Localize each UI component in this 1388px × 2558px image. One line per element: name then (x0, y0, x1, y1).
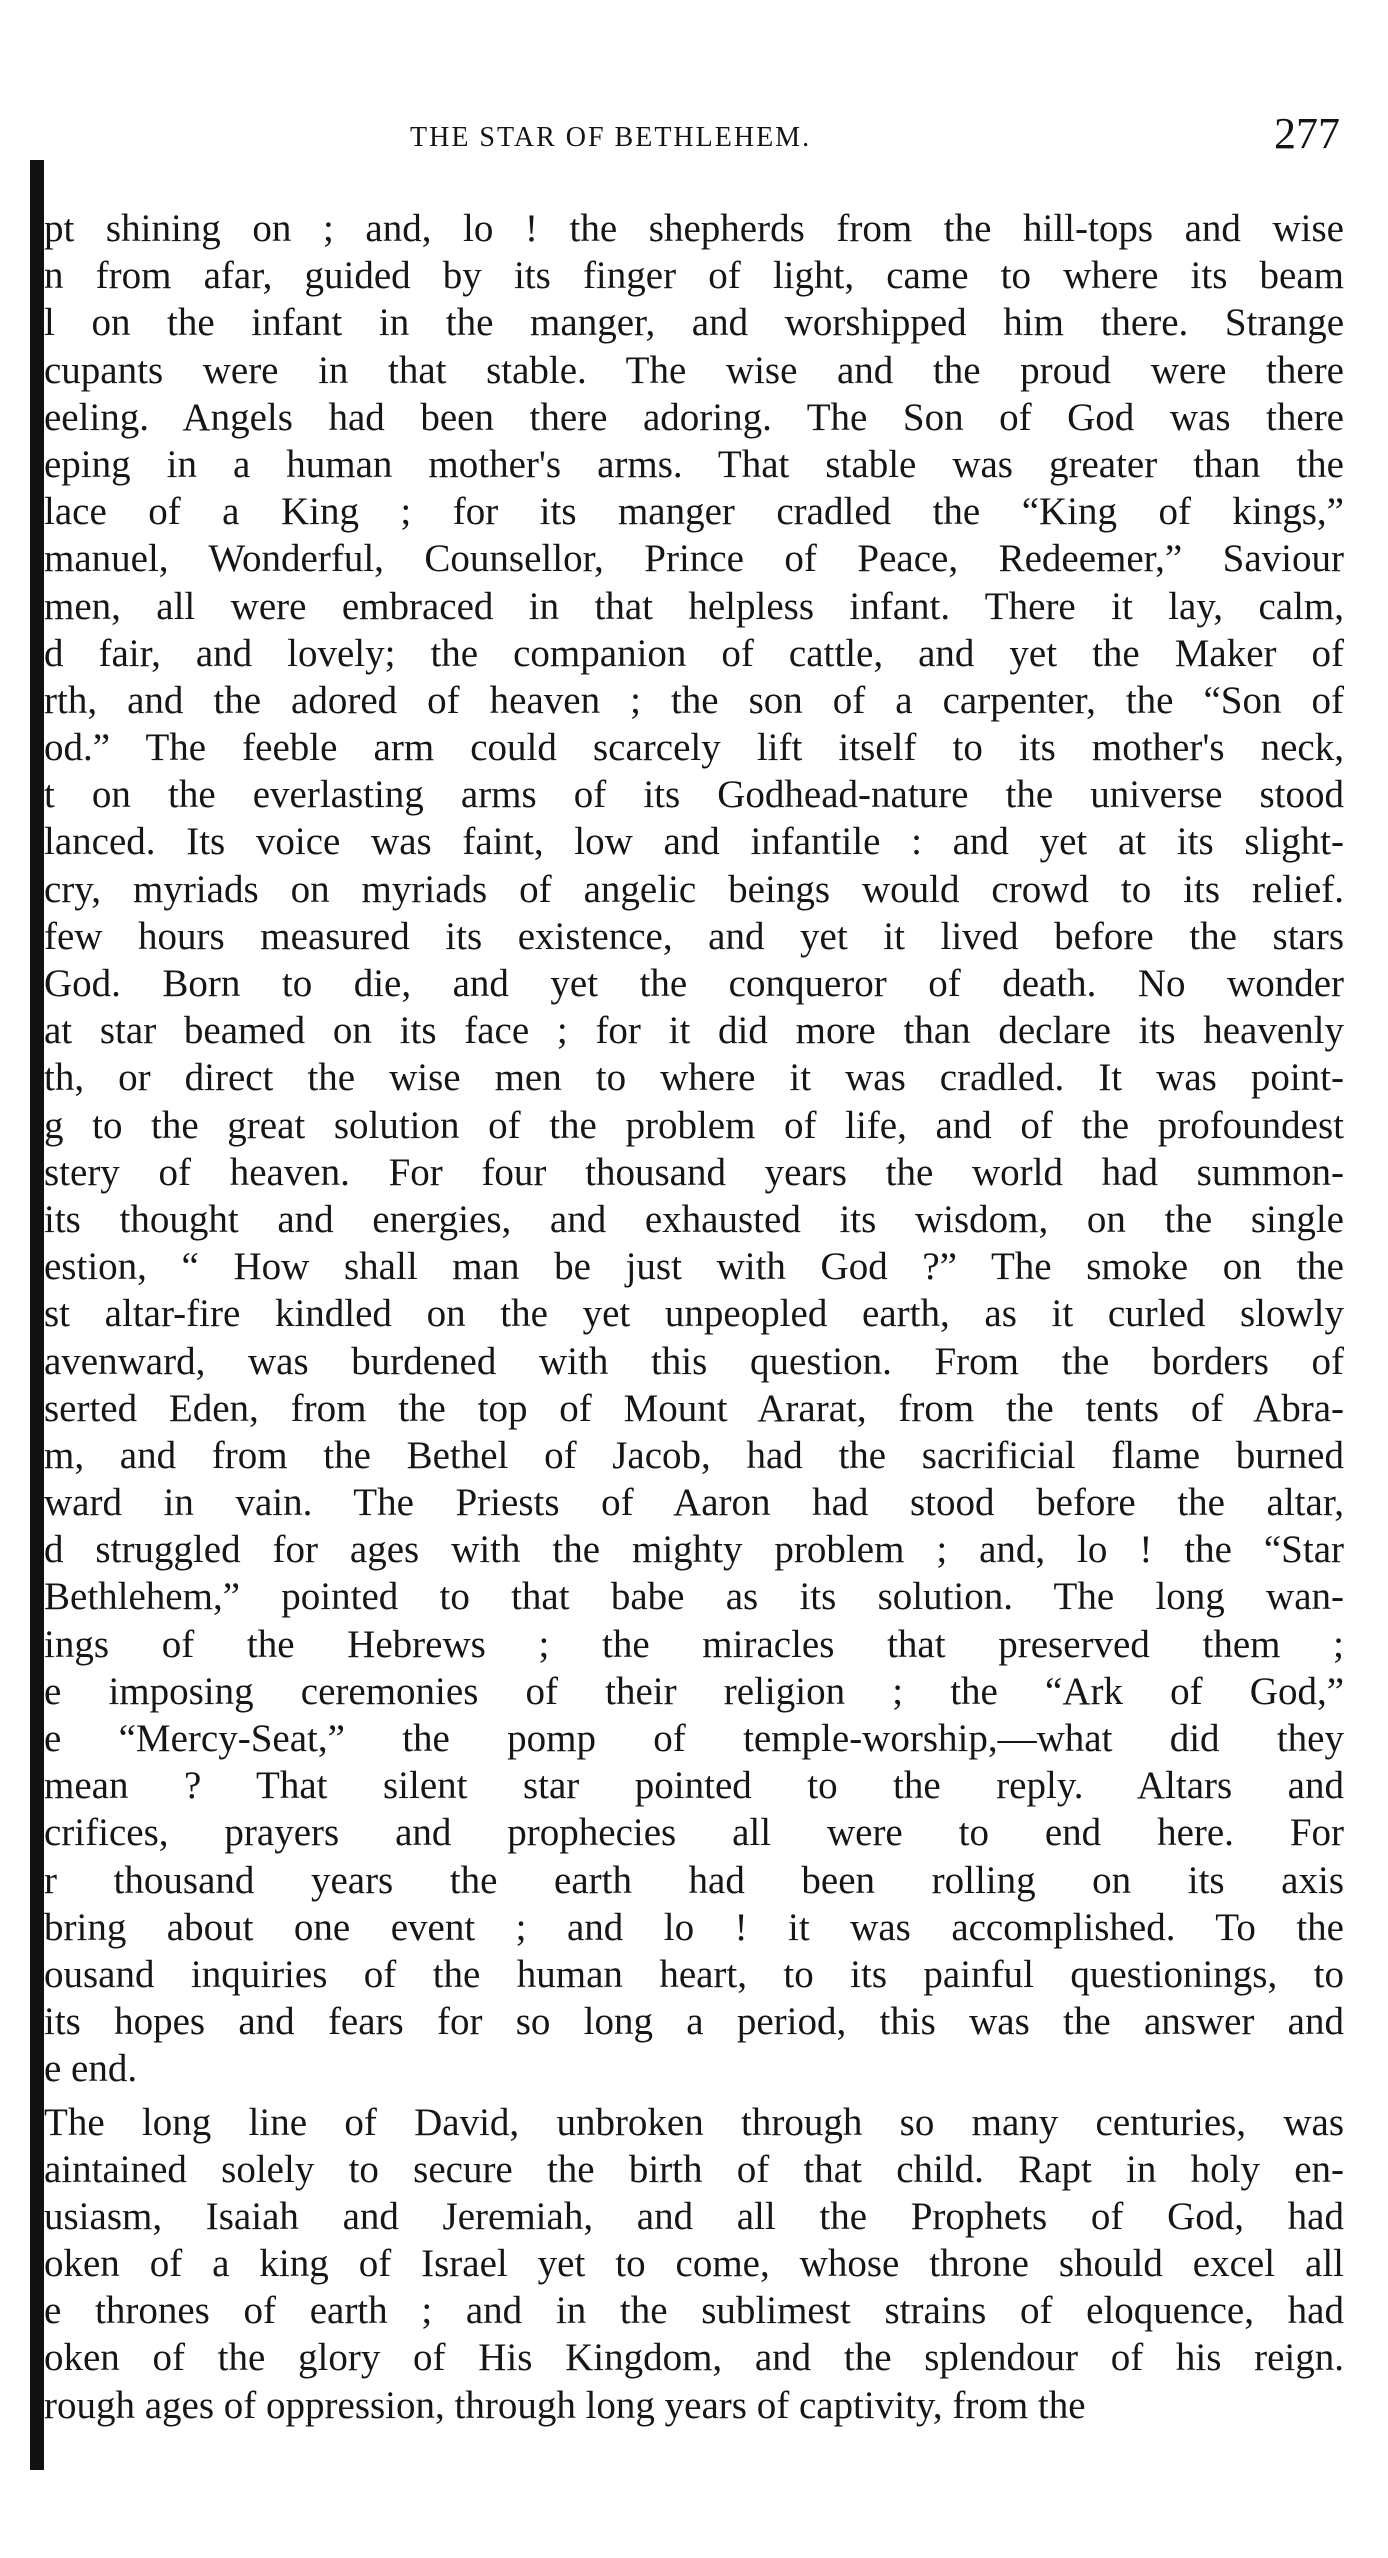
text-line: cry, myriads on myriads of angelic beings would crowd to its relief. (44, 867, 1344, 911)
text-line: e end. (44, 2047, 138, 2091)
body-text (44, 205, 1344, 2429)
text-line: lanced. Its voice was faint, low and infantile : and yet at its slight- (44, 820, 1344, 864)
text-line: cupants were in that stable. The wise and the proud were there (44, 348, 1344, 392)
text-line: st altar-fire kindled on the yet unpeopled earth, as it curled slowly (44, 1292, 1344, 1336)
text-line: th, or direct the wise men to where it was cradled. It was point- (44, 1056, 1344, 1100)
text-line: eping in a human mother's arms. That stable was greater than the (44, 442, 1344, 486)
text-line: e thrones of earth ; and in the sublimest strains of eloquence, had (44, 2289, 1344, 2333)
binding-edge-shadow (30, 160, 44, 2470)
text-line: Bethlehem,” pointed to that babe as its solution. The long wan- (44, 1575, 1344, 1619)
text-line: avenward, was burdened with this question. From the borders of (44, 1339, 1344, 1383)
text-line: aintained solely to secure the birth of that child. Rapt in holy en- (44, 2147, 1344, 2191)
text-line: crifices, prayers and prophecies all were to end here. For (44, 1811, 1344, 1855)
text-line: lace of a King ; for its manger cradled the “King of kings,” (44, 490, 1344, 534)
text-line: eeling. Angels had been there adoring. The Son of God was there (44, 395, 1344, 439)
running-title: THE STAR OF BETHLEHEM. (410, 122, 812, 153)
text-line: its thought and energies, and exhausted its wisdom, on the single (44, 1197, 1344, 1241)
text-line: g to the great solution of the problem of life, and of the profoundest (44, 1103, 1344, 1147)
text-line: its hopes and fears for so long a period, this was the answer and (44, 2000, 1344, 2044)
text-line: ousand inquiries of the human heart, to its painful questionings, to (44, 1952, 1344, 1996)
text-line: d fair, and lovely; the companion of cattle, and yet the Maker of (44, 631, 1344, 675)
text-line: serted Eden, from the top of Mount Ararat, from the tents of Abra- (44, 1386, 1344, 1430)
text-line: e “Mercy-Seat,” the pomp of temple-worship,—what did they (44, 1717, 1344, 1760)
text-line: ings of the Hebrews ; the miracles that preserved them ; (44, 1622, 1344, 1666)
text-line: men, all were embraced in that helpless infant. There it lay, calm, (44, 584, 1344, 628)
text-line: t on the everlasting arms of its Godhead-nature the universe stood (44, 773, 1344, 817)
text-line: bring about one event ; and lo ! it was accomplished. To the (44, 1905, 1344, 1949)
text-line: n from afar, guided by its finger of light, came to where its beam (44, 254, 1344, 298)
text-line: m, and from the Bethel of Jacob, had the sacrificial flame burned (44, 1433, 1344, 1477)
text-line: God. Born to die, and yet the conqueror of death. No wonder (44, 962, 1344, 1005)
text-line: mean ? That silent star pointed to the reply. Altars and (44, 1764, 1344, 1808)
paragraph (44, 205, 1344, 2093)
text-line: usiasm, Isaiah and Jeremiah, and all the Prophets of God, had (44, 2194, 1344, 2238)
text-line: The long line of David, unbroken through so many centuries, was (44, 2100, 1344, 2144)
text-line: d struggled for ages with the mighty problem ; and, lo ! the “Star (44, 1528, 1344, 1572)
text-line: rth, and the adored of heaven ; the son of a carpenter, the “Son of (44, 678, 1344, 722)
text-line: l on the infant in the manger, and worshipped him there. Strange (44, 301, 1344, 345)
paragraph (44, 2099, 1344, 2429)
page-number: 277 (1274, 109, 1340, 158)
text-line: r thousand years the earth had been rolling on its axis (44, 1858, 1344, 1902)
text-line: few hours measured its existence, and yet it lived before the stars (44, 914, 1344, 958)
text-line: at star beamed on its face ; for it did more than declare its heavenly (44, 1009, 1344, 1053)
text-line: manuel, Wonderful, Counsellor, Prince of Peace, Redeemer,” Saviour (44, 537, 1344, 581)
text-line: e imposing ceremonies of their religion ; the “Ark of God,” (44, 1669, 1344, 1713)
text-line: od.” The feeble arm could scarcely lift itself to its mother's neck, (44, 726, 1344, 770)
text-line: estion, “ How shall man be just with God ?” The smoke on the (44, 1245, 1344, 1289)
text-line: oken of the glory of His Kingdom, and the splendour of his reign. (44, 2336, 1344, 2380)
page-header (410, 108, 1340, 168)
text-line: oken of a king of Israel yet to come, whose throne should excel all (44, 2242, 1344, 2286)
text-line: ward in vain. The Priests of Aaron had stood before the altar, (44, 1481, 1344, 1525)
text-line: pt shining on ; and, lo ! the shepherds from the hill-tops and wise (44, 207, 1344, 250)
text-line: rough ages of oppression, through long years of captivity, from the (44, 2383, 1086, 2427)
text-line: stery of heaven. For four thousand years the world had summon- (44, 1150, 1344, 1194)
